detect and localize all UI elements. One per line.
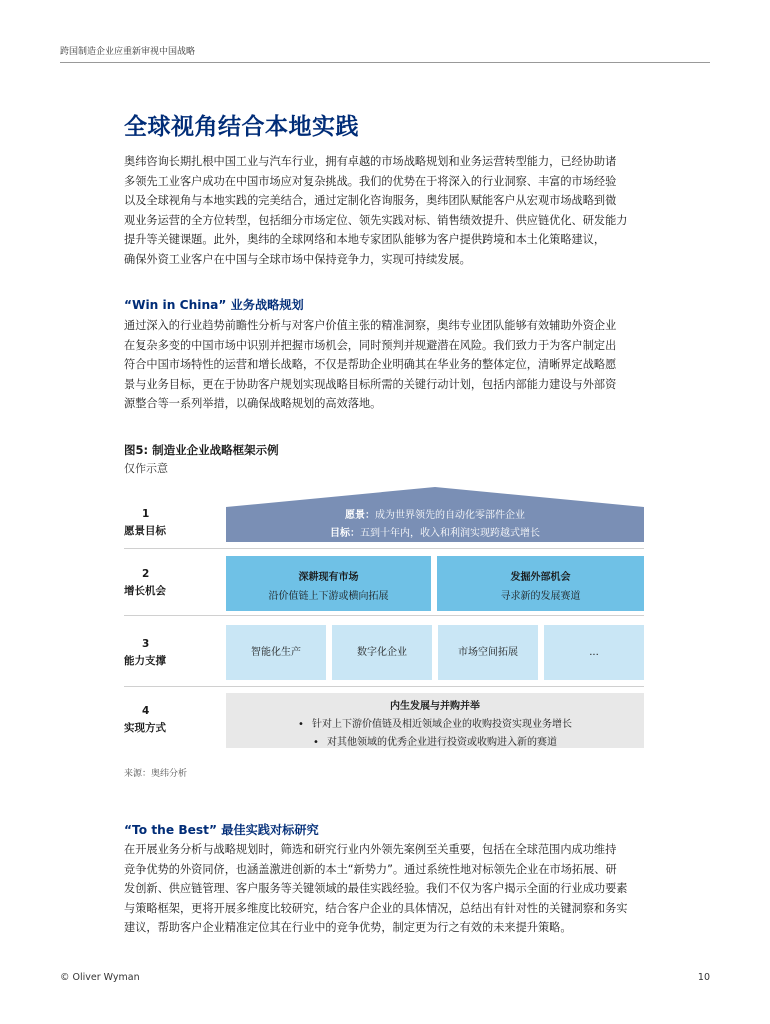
- growth-box-subtitle: 沿价值链上下游或横向拓展: [268, 591, 389, 602]
- intro-line: 以及全球视角与本地实践的完美结合，通过定制化咨询服务，奥纬团队赋能客户从宏观市场战略到微: [124, 194, 617, 208]
- row-number: 4: [142, 705, 150, 717]
- bullet-icon: •: [298, 719, 304, 730]
- bullet-icon: •: [313, 737, 319, 748]
- figure-title: 图5: 制造业企业战略框架示例: [124, 443, 279, 457]
- row-title: 愿景目标: [124, 525, 166, 537]
- row-divider: [124, 686, 644, 687]
- running-header: 跨国制造企业应重新审视中国战略: [60, 47, 196, 57]
- capability-box: 智能化生产: [226, 625, 326, 680]
- intro-line: 提升等关键课题。此外，奥纬的全球网络和本地专家团队能够为客户提供跨境和本土化策略建议，: [124, 233, 606, 247]
- row-number: 1: [142, 508, 150, 520]
- vision-statement: [226, 506, 644, 521]
- page-number: 10: [697, 972, 710, 983]
- paragraph-line: 在开展业务分析与战略规划时，筛选和研究行业内外领先案例至关重要，包括在全球范围内成功维持: [124, 843, 617, 856]
- vision-key: 愿景：: [345, 510, 375, 521]
- approach-title: 内生发展与并购并举: [390, 701, 480, 712]
- paragraph-line: 符合中国市场特性的运营和增长战略，不仅是帮助企业明确其在华业务的整体定位，清晰界定战略愿: [124, 358, 617, 372]
- vision-value: 成为世界领先的自动化零部件企业: [375, 510, 525, 521]
- capability-box: 数字化企业: [332, 625, 432, 680]
- row-number: 2: [142, 568, 150, 580]
- goal-value: 五到十年内，收入和利润实现跨越式增长: [360, 528, 540, 539]
- row-divider: [124, 548, 644, 549]
- row-label-capability: [124, 636, 220, 670]
- footer-copyright: © Oliver Wyman: [60, 972, 140, 983]
- row-label-approach: [124, 703, 220, 737]
- row-title: 实现方式: [124, 722, 166, 734]
- row-title: 增长机会: [124, 585, 166, 597]
- paragraph-line: 景与业务目标，更在于协助客户规划实现战略目标所需的关键行动计划，包括内部能力建设与外部资: [124, 377, 617, 391]
- to-the-best-paragraph: [124, 840, 664, 938]
- figure-source: 来源：奥纬分析: [124, 769, 188, 779]
- section-heading-to-the-best: “To the Best” 最佳实践对标研究: [124, 823, 319, 837]
- approach-bullet: [226, 733, 644, 748]
- row-title: 能力支撑: [124, 655, 166, 667]
- paragraph-line: 竞争优势的外资同侪，也涵盖激进创新的本土“新势力”。通过系统性地对标领先企业在市场拓展、研: [124, 862, 617, 876]
- bullet-text: 针对上下游价值链及相近领域企业的收购投资实现业务增长: [311, 719, 572, 730]
- paragraph-line: 源整合等一系列举措，以确保战略规划的高效落地。: [124, 397, 382, 411]
- intro-line: 奥纬咨询长期扎根中国工业与汽车行业，拥有卓越的市场战略规划和业务运营转型能力，已经协助诸: [124, 155, 617, 168]
- header-divider: [60, 62, 710, 63]
- win-in-china-paragraph: [124, 316, 664, 414]
- row-label-growth: [124, 566, 220, 600]
- growth-box-external-opportunity: [437, 556, 644, 611]
- capability-box: 市场空间拓展: [438, 625, 538, 680]
- section-heading-win-in-china: “Win in China” 业务战略规划: [124, 298, 304, 312]
- approach-bullet: [226, 715, 644, 730]
- row-divider: [124, 615, 644, 616]
- paragraph-line: 通过深入的行业趋势前瞻性分析与对客户价值主张的精准洞察，奥纬专业团队能够有效辅助外资企业: [124, 319, 617, 332]
- paragraph-line: 建议，帮助客户企业精准定位其在行业中的竞争优势，制定更为行之有效的未来提升策略。: [124, 921, 572, 935]
- intro-paragraph: [124, 152, 664, 270]
- growth-box-subtitle: 寻求新的发展赛道: [500, 591, 581, 602]
- goal-statement: [226, 524, 644, 539]
- intro-line: 多领先工业客户成功在中国市场应对复杂挑战。我们的优势在于将深入的行业洞察、丰富的市场经验: [124, 174, 617, 188]
- goal-key: 目标：: [330, 528, 360, 539]
- growth-box-existing-market: [226, 556, 431, 611]
- growth-box-title: 深耕现有市场: [298, 572, 359, 583]
- intro-line: 观业务运营的全方位转型，包括细分市场定位、领先实践对标、销售绩效提升、供应链优化、研发能力: [124, 213, 628, 227]
- growth-box-title: 发掘外部机会: [510, 572, 571, 583]
- row-label-vision: [124, 506, 220, 540]
- intro-line: 确保外资工业客户在中国与全球市场中保持竞争力，实现可持续发展。: [124, 252, 471, 266]
- row-number: 3: [142, 638, 150, 650]
- capability-box: ...: [544, 625, 644, 680]
- approach-box: [226, 693, 644, 748]
- page-title: 全球视角结合本地实践: [124, 114, 359, 140]
- paragraph-line: 与策略框架，更将开展多维度比较研究，结合客户企业的具体情况，总结出有针对性的关键洞察和务实: [124, 901, 628, 915]
- paragraph-line: 在复杂多变的中国市场中识别并把握市场机会，同时预判并规避潜在风险。我们致力于为客户制定出: [124, 338, 617, 352]
- figure-subtitle: 仅作示意: [124, 462, 168, 475]
- bullet-text: 对其他领域的优秀企业进行投资或收购进入新的赛道: [326, 737, 557, 748]
- paragraph-line: 发创新、供应链管理、客户服务等关键领域的最佳实践经验。我们不仅为客户揭示全面的行业成功要素: [124, 882, 628, 896]
